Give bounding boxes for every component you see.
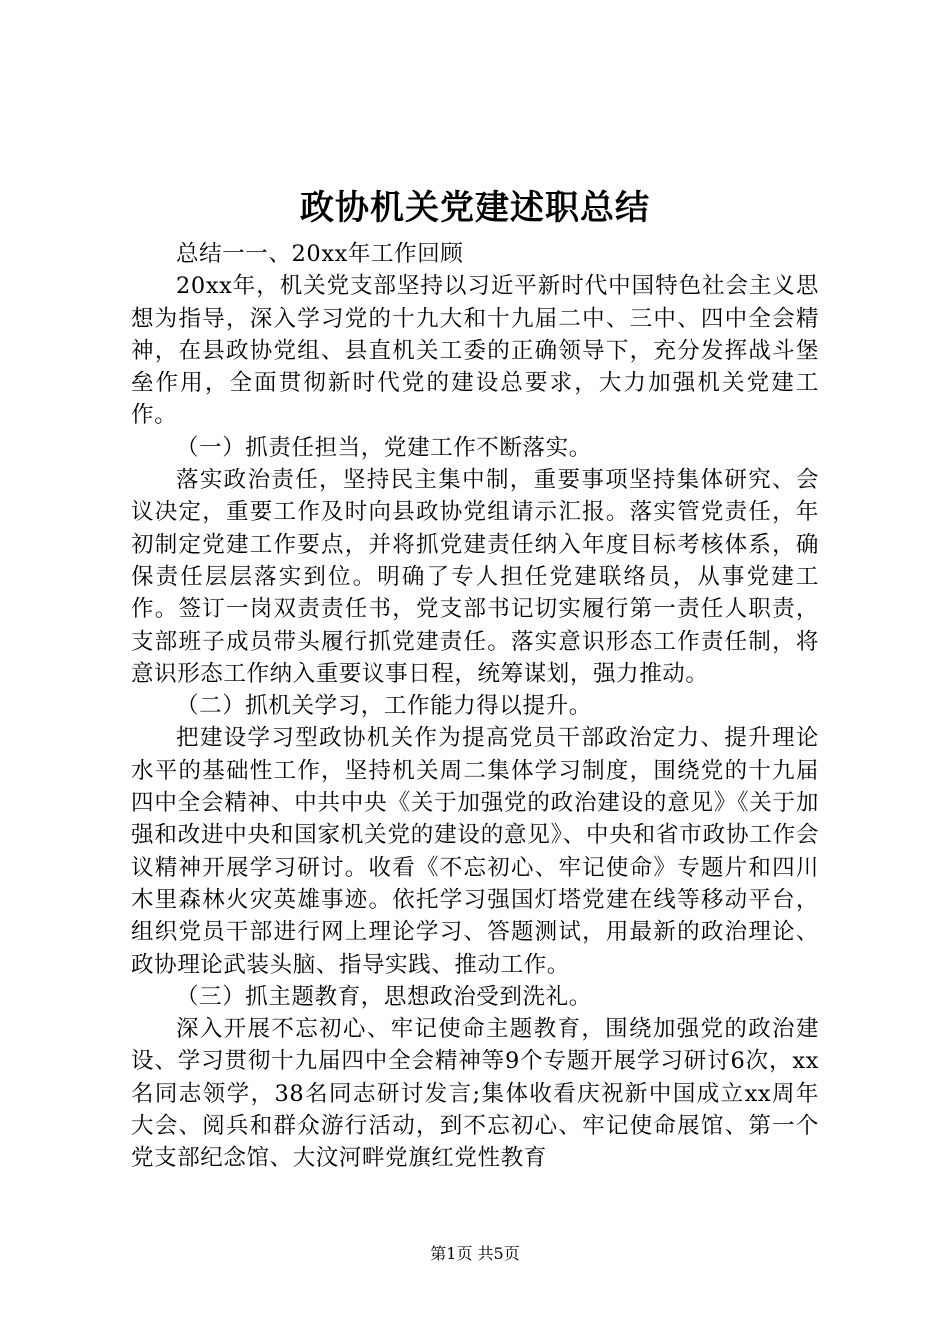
paragraph: 把建设学习型政协机关作为提高党员干部政治定力、提升理论水平的基础性工作，坚持机关周二集体学习制度，围绕党的十九届四中全会精神、中共中央《关于加强党的政治建设的意见》《关于加强和改进中央和国家机关党的建设的意见》、中央和省市政协工作会议精神开展学习研讨。收看《不忘初心、牢记使命》专题片和四川木里森林火灾英雄事迹。依托学习强国灯塔党建在线等移动平台，组织党员干部进行网上理论学习、答题测试，用最新的政治理论、政协理论武装头脑、指导实践、推动工作。 <box>131 725 819 978</box>
subsection-heading: （三）抓主题教育，思想政治受到洗礼。 <box>176 983 592 1010</box>
paragraph: 深入开展不忘初心、牢记使命主题教育，围绕加强党的政治建设、学习贯彻十九届四中全会精神等9个专题开展学习研讨6次，xx名同志领学，38名同志研讨发言;集体收看庆祝新中国成立xx周年大会、阅兵和群众游行活动，到不忘初心、牢记使命展馆、第一个党支部纪念馆、大汶河畔党旗红党性教育 <box>131 1016 819 1172</box>
document-title: 政协机关党建述职总结 <box>300 188 650 228</box>
section-heading: 总结一一、20xx年工作回顾 <box>176 241 464 267</box>
paragraph: 20xx年，机关党支部坚持以习近平新时代中国特色社会主义思想为指导，深入学习党的十九大和十九届二中、三中、四中全会精神，在县政协党组、县直机关工委的正确领导下，充分发挥战斗堡垒作用，全面贯彻新时代党的建设总要求，大力加强机关党建工作。 <box>131 273 819 429</box>
subsection-heading: （二）抓机关学习，工作能力得以提升。 <box>176 693 592 720</box>
paragraph: 落实政治责任，坚持民主集中制，重要事项坚持集体研究、会议决定，重要工作及时向县政协党组请示汇报。落实管党责任，年初制定党建工作要点，并将抓党建责任纳入年度目标考核体系，确保责任层层落实到位。明确了专人担任党建联络员，从事党建工作。签订一岗双责责任书，党支部书记切实履行第一责任人职责，支部班子成员带头履行抓党建责任。落实意识形态工作责任制，将意识形态工作纳入重要议事日程，统筹谋划，强力推动。 <box>131 467 819 687</box>
page-number-footer: 第1页 共5页 <box>430 1244 520 1263</box>
subsection-heading: （一）抓责任担当，党建工作不断落实。 <box>176 434 592 461</box>
document-body <box>131 238 819 1175</box>
